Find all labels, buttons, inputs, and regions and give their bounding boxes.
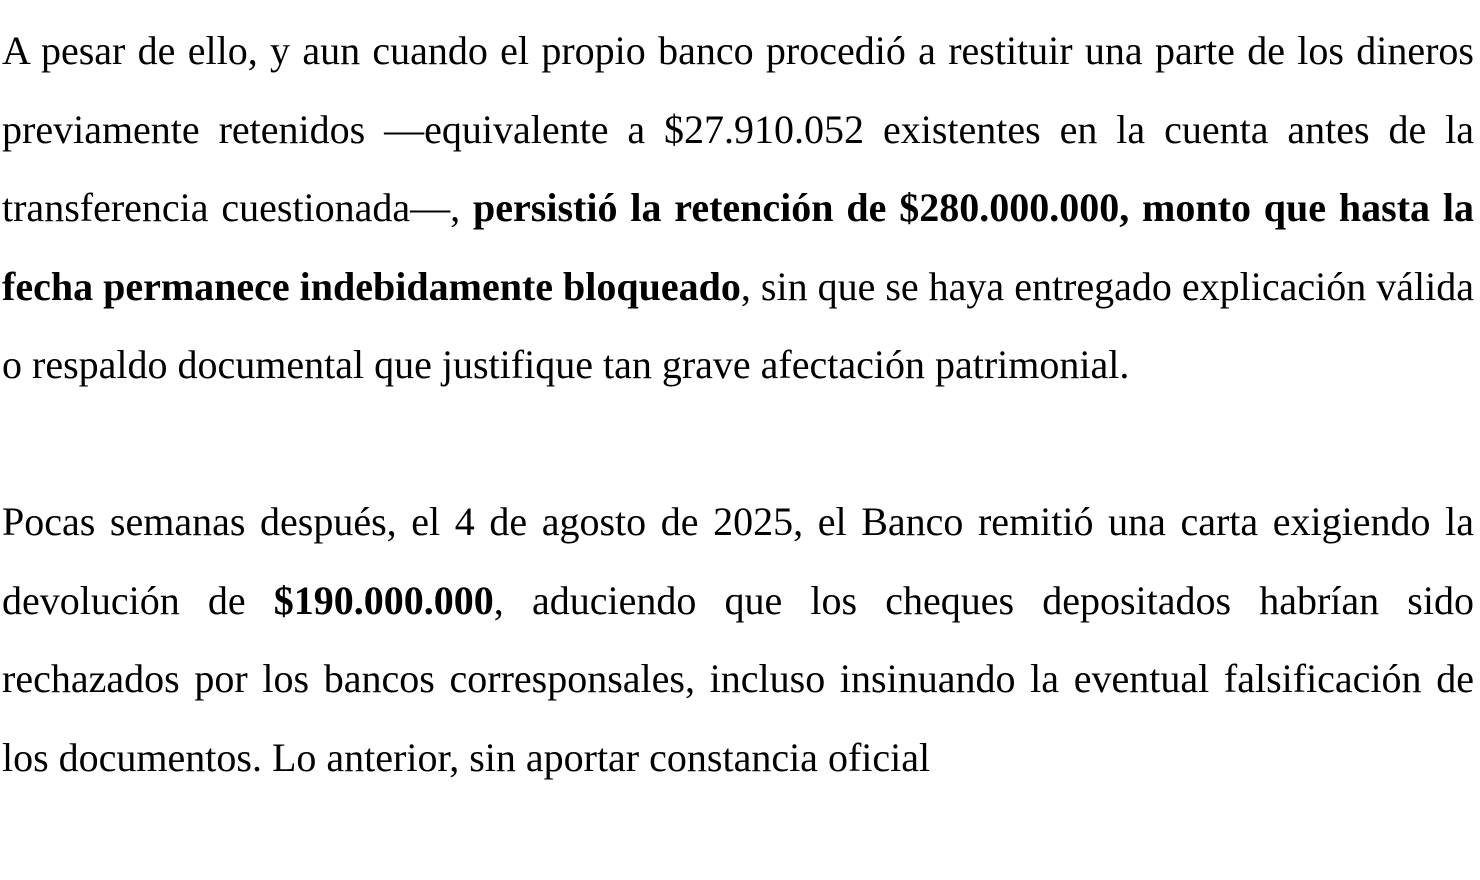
- paragraph-bank-letter: [2, 483, 1474, 797]
- paragraph-2-text-1: Pocas semanas después, el 4 de agosto de 2025, el Banco remitió una carta exigiendo la devolución de: [2, 499, 1474, 623]
- paragraph-1-text-1: A pesar de ello, y aun cuando el propio banco procedió a restituir una parte de los dineros previamente retenidos —equivalente a $27.910.052 existentes en la cuenta antes de la transferencia cuestionada—,: [2, 28, 1474, 230]
- document-page: [2, 12, 1474, 797]
- paragraph-1-bold-retention: persistió la retención de $280.000.000, monto que hasta la fecha permanece indebidamente bloqueado: [2, 185, 1474, 309]
- paragraph-retention: [2, 12, 1474, 405]
- paragraph-2-bold-amount: $190.000.000: [273, 577, 494, 623]
- paragraph-2-text-2: , aduciendo que los cheques depositados habrían sido rechazados por los bancos corresponsales, incluso insinuando la eventual falsificación de los documentos. Lo anterior, sin aportar constancia oficial: [2, 577, 1474, 780]
- paragraph-1-text-2: , sin que se haya entregado explicación válida o respaldo documental que justifique tan grave afectación patrimonial.: [2, 263, 1474, 387]
